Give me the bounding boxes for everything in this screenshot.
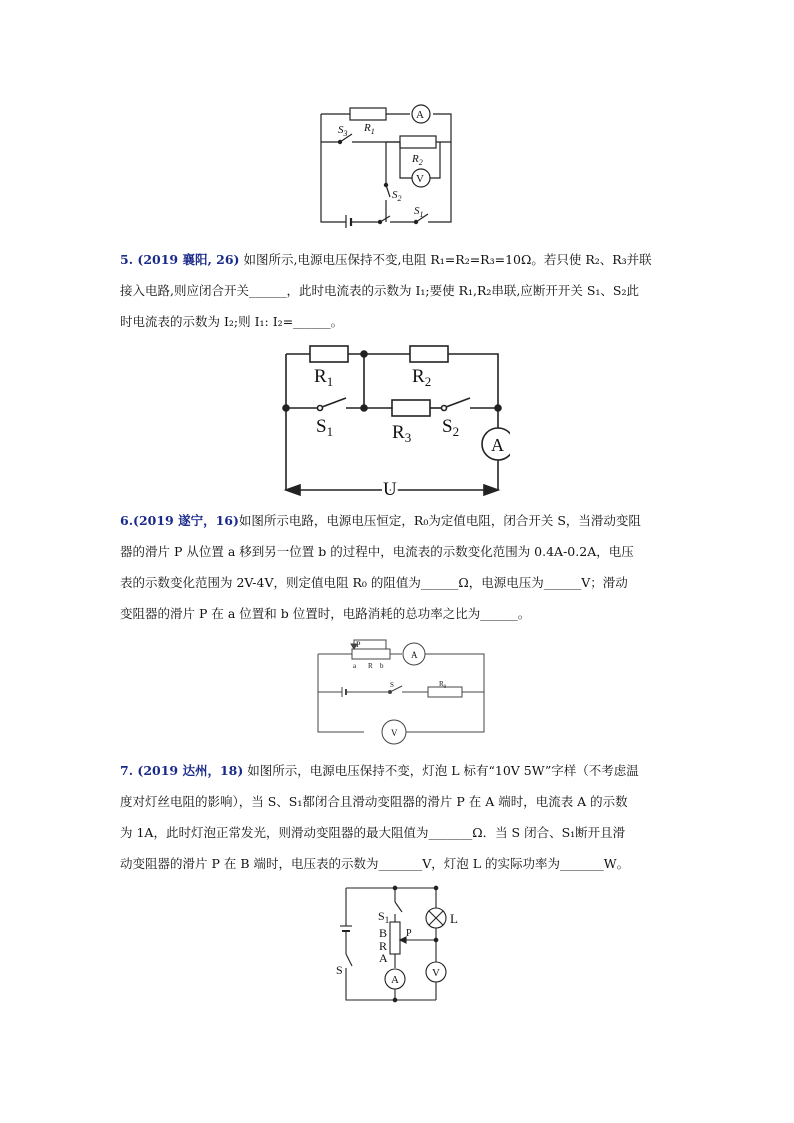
ammeter-label: A <box>491 435 504 455</box>
label-p: P <box>406 928 412 939</box>
question-5-line-2: 接入电路,则应闭合开关______，此时电流表的示数为 I₁;要使 R₁,R₂串联,应断开开关 S₁、S₂此 <box>120 283 639 298</box>
label-r: R <box>368 662 373 670</box>
question-5-source: 5. (2019 襄阳, 26) <box>120 252 240 267</box>
label-s2: S <box>442 416 453 437</box>
question-6-line-1: 如图所示电路，电源电压恒定，R₀为定值电阻，闭合开关 S，当滑动变阻 <box>238 513 641 528</box>
ammeter-label: A <box>411 650 418 660</box>
ammeter-label: A <box>391 974 399 986</box>
question-5 <box>120 244 676 337</box>
question-5-line-1: 如图所示,电源电压保持不变,电阻 R₁=R₂=R₃=10Ω。若只使 R₂、R₃并联 <box>243 252 652 267</box>
question-7-line-2: 度对灯丝电阻的影响），当 S、S₁都闭合且滑动变阻器的滑片 P 在 A 端时，电流表 A 的示数 <box>120 794 628 809</box>
label-s: S <box>390 681 394 689</box>
figure-circuit-q6 <box>316 636 488 748</box>
question-7-line-1: 如图所示，电源电压保持不变，灯泡 L 标有“10V 5W”字样（不考虑温 <box>247 763 639 778</box>
label-r3: R <box>392 422 405 443</box>
label-r0: R <box>439 680 444 688</box>
svg-text:R2: $R_2$ <box>412 153 423 167</box>
question-6-line-3: 表的示数变化范围为 2V-4V，则定值电阻 R₀ 的阻值为______Ω，电源电压为______V；滑动 <box>120 575 628 590</box>
svg-text:R0: $R_0$ <box>439 680 447 690</box>
label-r2: R <box>412 153 419 165</box>
svg-text:R1: $R_1$ <box>364 122 375 136</box>
voltmeter-label: V <box>416 173 424 185</box>
ammeter-label: A <box>416 109 424 121</box>
question-6 <box>120 505 676 629</box>
label-s: S <box>336 963 343 977</box>
label-s2: S <box>392 189 398 201</box>
question-6-source: 6.(2019 遂宁，16) <box>120 513 239 528</box>
label-r1: R <box>314 366 327 387</box>
svg-text:R1: $R_1$ <box>314 366 334 389</box>
label-s1: S <box>316 416 327 437</box>
label-s3: S <box>338 124 344 136</box>
voltage-label: U <box>383 479 397 500</box>
label-a: A <box>379 951 388 965</box>
svg-text:S1: $S_1$ <box>378 909 390 925</box>
svg-text:S2: $S_2$ <box>392 189 402 203</box>
label-r1: R <box>364 122 371 134</box>
question-7-line-4: 动变阻器的滑片 P 在 B 端时，电压表的示数为_______V，灯泡 L 的实际功率为_______W。 <box>120 856 630 871</box>
label-p: P <box>356 640 361 649</box>
voltmeter-label: V <box>391 728 398 738</box>
figure-circuit-q5 <box>280 340 510 500</box>
figure-circuit-q4 <box>318 100 458 228</box>
svg-text:S1: $S_1$ <box>414 205 424 219</box>
figure-circuit-q7 <box>330 882 470 1006</box>
question-7-source: 7. (2019 达州，18) <box>120 763 244 778</box>
label-l: L <box>450 911 458 926</box>
svg-text:R3: $R_3$ <box>392 422 412 445</box>
label-r2: R <box>412 366 425 387</box>
svg-text:S3: $S_3$ <box>338 124 348 138</box>
question-7-line-3: 为 1A，此时灯泡正常发光，则滑动变阻器的最大阻值为_______Ω．当 S 闭合、S₁断开且滑 <box>120 825 626 840</box>
label-s1: S <box>414 205 420 217</box>
label-r: R <box>379 939 388 953</box>
question-7 <box>120 755 676 879</box>
label-a: a <box>353 662 357 670</box>
label-b: B <box>379 926 388 940</box>
svg-text:R2: $R_2$ <box>412 366 432 389</box>
svg-text:S2: $S_2$ <box>442 416 460 439</box>
question-6-line-4: 变阻器的滑片 P 在 a 位置和 b 位置时，电路消耗的总功率之比为______。 <box>120 606 531 621</box>
label-b: b <box>380 662 384 670</box>
question-6-line-2: 器的滑片 P 从位置 a 移到另一位置 b 的过程中，电流表的示数变化范围为 0.4A-0.2A，电压 <box>120 544 634 559</box>
voltmeter-label: V <box>432 967 440 979</box>
label-s1: S <box>378 909 385 923</box>
question-5-line-3: 时电流表的示数为 I₂;则 I₁: I₂=______。 <box>120 314 344 329</box>
svg-text:S1: $S_1$ <box>316 416 334 439</box>
